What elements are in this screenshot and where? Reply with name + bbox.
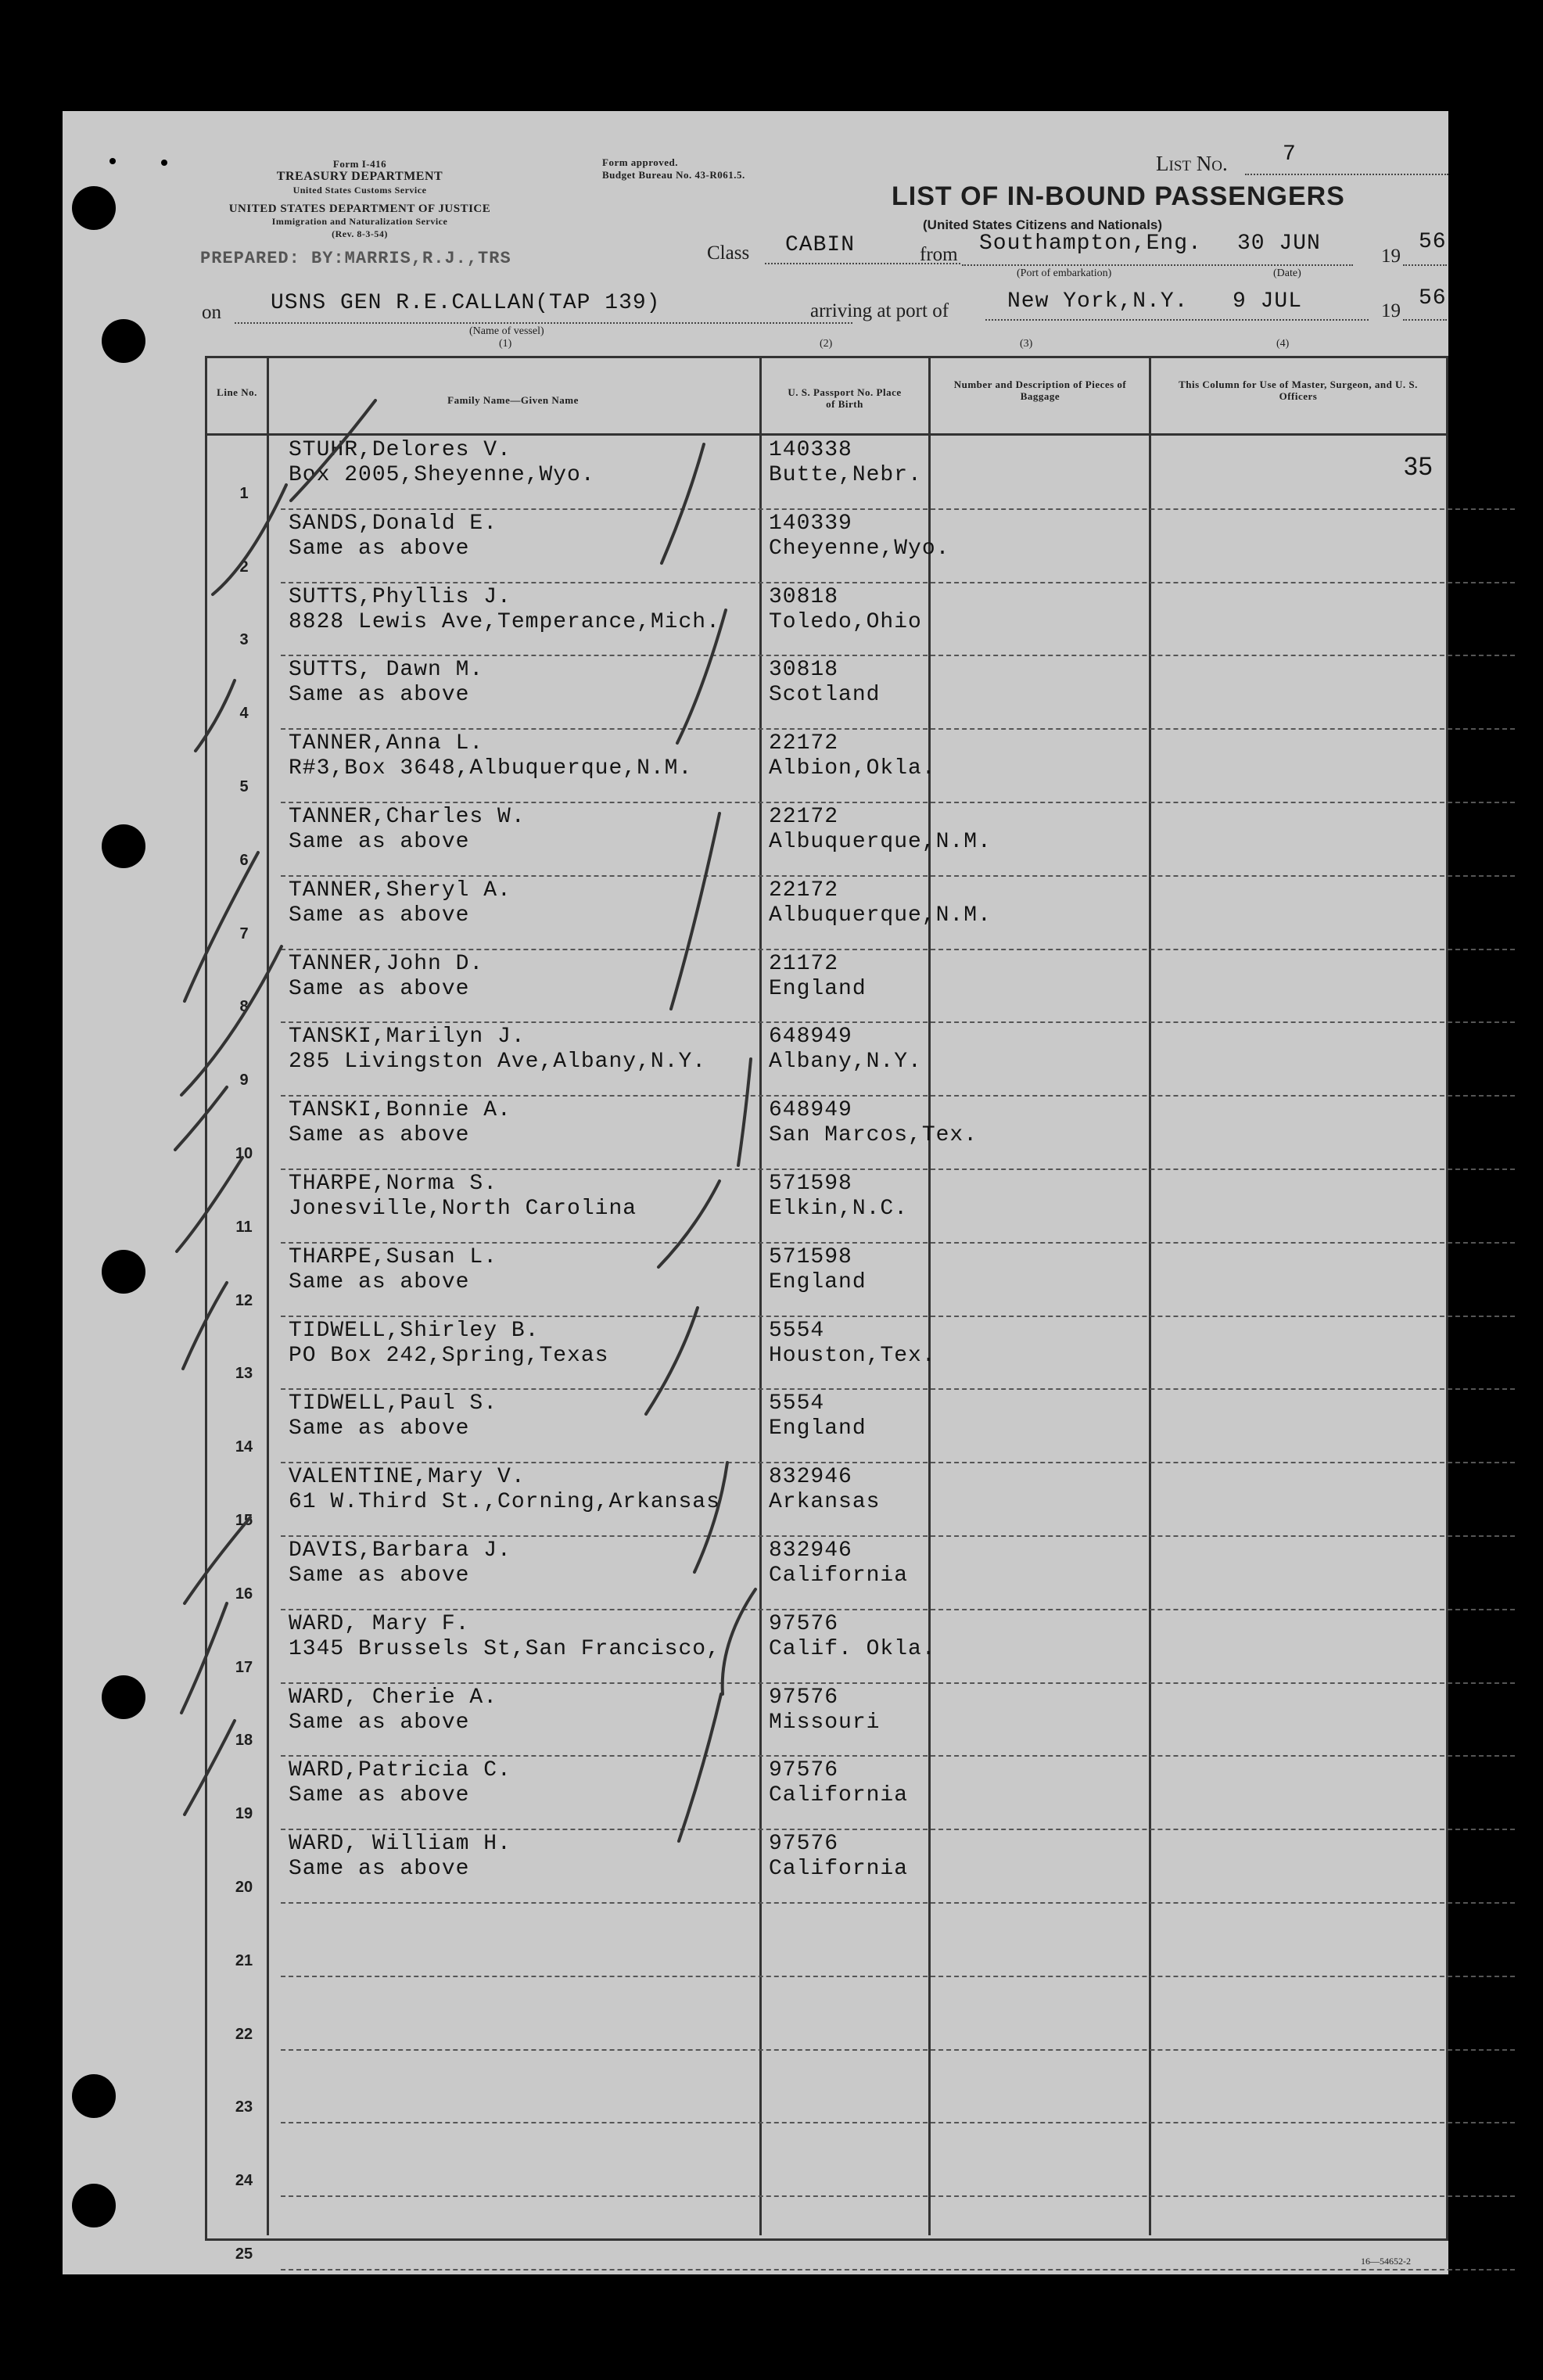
passport-number: 30818 bbox=[769, 658, 839, 683]
passenger-address: Same as above bbox=[289, 1857, 470, 1882]
passport-number: 571598 bbox=[769, 1244, 852, 1269]
line-number: 3 bbox=[239, 631, 249, 649]
line-number: 24 bbox=[235, 2172, 253, 2190]
punch-hole bbox=[72, 2184, 116, 2227]
line-number: 22 bbox=[235, 2025, 253, 2043]
passenger-address: Same as above bbox=[289, 903, 470, 928]
passport-number: 97576 bbox=[769, 1832, 839, 1857]
place-of-birth: California bbox=[769, 1857, 909, 1882]
place-of-birth: Butte,Nebr. bbox=[769, 463, 922, 487]
passenger-address: 8828 Lewis Ave,Temperance,Mich. bbox=[289, 609, 720, 634]
place-of-birth: England bbox=[769, 1269, 867, 1294]
on-label: on bbox=[202, 302, 221, 323]
punch-hole bbox=[102, 824, 145, 868]
vessel-caption: (Name of vessel) bbox=[469, 325, 544, 337]
line-number: 12 bbox=[235, 1291, 253, 1309]
passenger-name: TANSKI,Marilyn J. bbox=[289, 1025, 526, 1050]
line-number: 10 bbox=[235, 1145, 253, 1162]
line-number: 17 bbox=[235, 1658, 253, 1676]
col-header-baggage: Number and Description of Pieces of Baggage bbox=[953, 379, 1127, 402]
passport-number: 832946 bbox=[769, 1538, 852, 1563]
form-approved: Form approved. bbox=[602, 156, 679, 168]
col-num-4: (4) bbox=[1276, 338, 1290, 350]
line-number: 2 bbox=[239, 558, 249, 576]
line-number: 9 bbox=[239, 1072, 249, 1089]
passport-number: 648949 bbox=[769, 1098, 852, 1123]
place-of-birth: Elkin,N.C. bbox=[769, 1197, 909, 1221]
col-header-name: Family Name—Given Name bbox=[447, 394, 579, 406]
officer-note: 35 bbox=[1404, 452, 1434, 480]
form-number: Form I-416 bbox=[332, 158, 387, 170]
passport-number: 97576 bbox=[769, 1758, 839, 1783]
line-number: 16 bbox=[235, 1585, 253, 1603]
revision-date: (Rev. 8-3-54) bbox=[332, 228, 388, 239]
place-of-birth: California bbox=[769, 1563, 909, 1588]
passenger-address: PO Box 242,Spring,Texas bbox=[289, 1343, 609, 1368]
passenger-address: Same as above bbox=[289, 1416, 470, 1441]
punch-hole bbox=[102, 319, 145, 363]
passenger-address: Jonesville,North Carolina bbox=[289, 1197, 637, 1221]
passport-number: 5554 bbox=[769, 1318, 825, 1343]
place-of-birth: California bbox=[769, 1783, 909, 1808]
place-of-birth: Toledo,Ohio bbox=[769, 609, 922, 634]
passenger-address: Same as above bbox=[289, 1269, 470, 1294]
punch-hole bbox=[102, 1250, 145, 1294]
embarkation-date: 30 JUN bbox=[1237, 232, 1321, 256]
place-of-birth: Calif. Okla. bbox=[769, 1636, 936, 1661]
footer-code: 16—54652-2 bbox=[1361, 2256, 1411, 2267]
col-num-1: (1) bbox=[499, 338, 512, 350]
place-of-birth: San Marcos,Tex. bbox=[769, 1123, 978, 1148]
line-number: 20 bbox=[235, 1879, 253, 1896]
from-label: from bbox=[920, 244, 958, 265]
passenger-name: TANNER,John D. bbox=[289, 951, 484, 976]
passenger-address: Same as above bbox=[289, 536, 470, 561]
passenger-address: R#3,Box 3648,Albuquerque,N.M. bbox=[289, 756, 693, 781]
line-number: 11 bbox=[235, 1218, 253, 1236]
date-caption: (Date) bbox=[1273, 267, 1301, 279]
passenger-address: 61 W.Third St.,Corning,Arkansas bbox=[289, 1490, 720, 1515]
place-of-birth: England bbox=[769, 1416, 867, 1441]
passenger-name: TANNER,Anna L. bbox=[289, 731, 484, 756]
passenger-name: TANSKI,Bonnie A. bbox=[289, 1098, 511, 1123]
arrival-port: New York,N.Y. bbox=[1007, 289, 1189, 314]
passport-number: 22172 bbox=[769, 878, 839, 903]
passenger-address: Same as above bbox=[289, 683, 470, 708]
passenger-address: 1345 Brussels St,San Francisco, bbox=[289, 1636, 720, 1661]
line-number: 19 bbox=[235, 1805, 253, 1823]
place-of-birth: Houston,Tex. bbox=[769, 1343, 936, 1368]
arriving-label: arriving at port of bbox=[810, 300, 949, 321]
class-value: CABIN bbox=[785, 233, 856, 257]
line-number: 23 bbox=[235, 2098, 253, 2116]
line-number: 13 bbox=[235, 1365, 253, 1383]
passenger-name: WARD,Patricia C. bbox=[289, 1758, 511, 1783]
passport-number: 832946 bbox=[769, 1465, 852, 1490]
line-number: 14 bbox=[235, 1438, 253, 1456]
col-header-officers: This Column for Use of Master, Surgeon, and U. S. Officers bbox=[1179, 379, 1418, 402]
justice-dept: UNITED STATES DEPARTMENT OF JUSTICE bbox=[228, 203, 491, 215]
col-header-line: Line No. bbox=[217, 386, 257, 398]
line-number: 5 bbox=[239, 778, 249, 795]
passenger-name: TANNER,Sheryl A. bbox=[289, 878, 511, 903]
passenger-address: Box 2005,Sheyenne,Wyo. bbox=[289, 463, 595, 487]
budget-bureau: Budget Bureau No. 43-R061.5. bbox=[602, 169, 745, 181]
passport-number: 140338 bbox=[769, 438, 852, 462]
page-subtitle: (United States Citizens and Nationals) bbox=[923, 217, 1163, 232]
year-2: 56 bbox=[1419, 286, 1447, 311]
passenger-name: SUTTS, Dawn M. bbox=[289, 658, 484, 683]
passenger-name: THARPE,Norma S. bbox=[289, 1172, 498, 1196]
passenger-address: Same as above bbox=[289, 1563, 470, 1588]
passport-number: 571598 bbox=[769, 1172, 852, 1196]
passport-number: 22172 bbox=[769, 731, 839, 756]
passenger-name: TANNER,Charles W. bbox=[289, 805, 526, 829]
page-title: LIST OF IN-BOUND PASSENGERS bbox=[892, 181, 1345, 211]
place-of-birth: Scotland bbox=[769, 683, 881, 708]
col-num-3: (3) bbox=[1020, 338, 1033, 350]
passport-number: 140339 bbox=[769, 511, 852, 536]
col-header-passport: U. S. Passport No. Place of Birth bbox=[788, 386, 902, 410]
line-number: 4 bbox=[239, 705, 249, 723]
passenger-address: Same as above bbox=[289, 1710, 470, 1735]
pin-dot bbox=[161, 160, 167, 166]
treasury-dept: TREASURY DEPARTMENT bbox=[276, 170, 443, 183]
passenger-address: Same as above bbox=[289, 1783, 470, 1808]
passenger-name: DAVIS,Barbara J. bbox=[289, 1538, 511, 1563]
embarkation-port: Southampton,Eng. bbox=[979, 232, 1202, 256]
place-of-birth: Missouri bbox=[769, 1710, 881, 1735]
punch-hole bbox=[72, 2074, 116, 2118]
place-of-birth: Albuquerque,N.M. bbox=[769, 903, 992, 928]
passenger-name: TIDWELL,Shirley B. bbox=[289, 1318, 540, 1343]
year-prefix-1: 19 bbox=[1381, 246, 1401, 267]
passport-number: 21172 bbox=[769, 951, 839, 976]
passenger-address: 285 Livingston Ave,Albany,N.Y. bbox=[289, 1050, 707, 1075]
class-label: Class bbox=[707, 242, 750, 264]
passenger-address: Same as above bbox=[289, 830, 470, 854]
line-number: 7 bbox=[239, 924, 249, 942]
passenger-name: SANDS,Donald E. bbox=[289, 511, 498, 536]
punch-hole bbox=[72, 186, 116, 230]
list-no-value: 7 bbox=[1283, 142, 1297, 167]
line-number: 18 bbox=[235, 1732, 253, 1750]
passport-number: 97576 bbox=[769, 1611, 839, 1636]
passport-number: 648949 bbox=[769, 1025, 852, 1050]
passenger-address: Same as above bbox=[289, 1123, 470, 1148]
passenger-name: SUTTS,Phyllis J. bbox=[289, 584, 511, 609]
line-number: 15 bbox=[235, 1512, 253, 1529]
line-number: 6 bbox=[239, 851, 249, 869]
customs-service: United States Customs Service bbox=[292, 185, 427, 196]
passenger-name: STUHR,Delores V. bbox=[289, 438, 511, 462]
pin-dot bbox=[109, 158, 116, 164]
passport-number: 22172 bbox=[769, 805, 839, 829]
passport-number: 30818 bbox=[769, 584, 839, 609]
line-number: 8 bbox=[239, 998, 249, 1016]
passport-number: 97576 bbox=[769, 1685, 839, 1710]
place-of-birth: Albuquerque,N.M. bbox=[769, 830, 992, 854]
place-of-birth: England bbox=[769, 976, 867, 1001]
port-embarkation-caption: (Port of embarkation) bbox=[1017, 267, 1112, 279]
passport-number: 5554 bbox=[769, 1391, 825, 1416]
line-number: 25 bbox=[235, 2245, 253, 2263]
passenger-name: THARPE,Susan L. bbox=[289, 1244, 498, 1269]
line-number: 1 bbox=[239, 484, 249, 502]
year-1: 56 bbox=[1419, 230, 1447, 254]
arrival-date: 9 JUL bbox=[1233, 289, 1303, 314]
passenger-address: Same as above bbox=[289, 976, 470, 1001]
col-num-2: (2) bbox=[820, 338, 833, 350]
passenger-name: WARD, Mary F. bbox=[289, 1611, 470, 1636]
list-no-label: List No. bbox=[1156, 152, 1228, 175]
place-of-birth: Albion,Okla. bbox=[769, 756, 936, 781]
passenger-name: WARD, Cherie A. bbox=[289, 1685, 498, 1710]
punch-hole bbox=[102, 1675, 145, 1719]
passenger-name: WARD, William H. bbox=[289, 1832, 511, 1857]
place-of-birth: Albany,N.Y. bbox=[769, 1050, 922, 1075]
prepared-stamp: PREPARED: BY:MARRIS,R.J.,TRS bbox=[200, 249, 511, 268]
place-of-birth: Cheyenne,Wyo. bbox=[769, 536, 950, 561]
passenger-name: VALENTINE,Mary V. bbox=[289, 1465, 526, 1490]
ins-service: Immigration and Naturalization Service bbox=[271, 216, 448, 227]
vessel-name: USNS GEN R.E.CALLAN(TAP 139) bbox=[271, 291, 661, 315]
place-of-birth: Arkansas bbox=[769, 1490, 881, 1515]
year-prefix-2: 19 bbox=[1381, 300, 1401, 321]
line-number: 21 bbox=[235, 1951, 253, 1969]
passenger-name: TIDWELL,Paul S. bbox=[289, 1391, 498, 1416]
